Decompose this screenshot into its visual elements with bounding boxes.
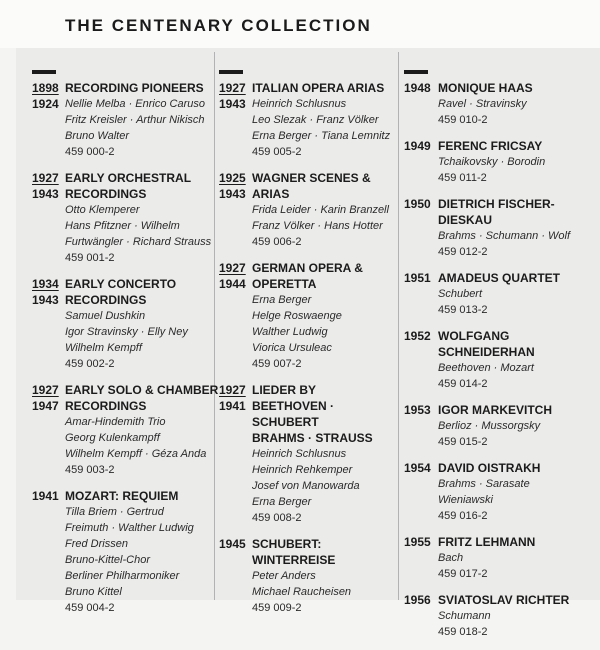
entry-year: 1943 [32,187,59,201]
entry-number: 459 009-2 [252,602,302,614]
entry-artists: Bach [438,552,464,564]
entry-years [219,80,247,112]
entry-years [404,80,432,96]
entry-number: 459 001-2 [65,252,115,264]
catalog-entry [219,382,399,526]
entry-artists: Otto Klemperer Hans Pfitzner · Wilhelm Furtwängler · Richard Strauss [65,204,212,248]
catalog-entry [404,80,598,128]
entry-body [438,80,598,128]
column-marker [404,70,428,74]
entry-year: 1898 [32,81,59,95]
entry-artists: Peter Anders Michael Raucheisen [252,570,352,598]
entry-number: 459 004-2 [65,602,115,614]
entry-artists: Erna Berger Helge Roswaenge Walther Ludwig Viorica Ursuleac [252,294,342,354]
entry-title: MOZART: REQUIEM [65,489,179,503]
entry-years [219,170,247,202]
entry-artists: Heinrich Schlusnus Leo Slezak · Franz Völker Erna Berger · Tiana Lemnitz [252,98,391,142]
catalog-entry [404,592,598,640]
entry-number: 459 012-2 [438,246,488,258]
entry-number: 459 013-2 [438,304,488,316]
catalog-entry [404,138,598,186]
entry-year: 1947 [32,399,59,413]
entry-body [438,402,598,450]
entry-year: 1924 [32,97,59,111]
entry-body [438,138,598,186]
entry-title: LIEDER BY BEETHOVEN · SCHUBERT BRAHMS · STRAUSS [252,383,373,445]
entry-number: 459 016-2 [438,510,488,522]
entry-years [32,170,60,202]
entry-body [438,196,598,260]
entry-body [65,488,222,616]
entry-body [438,270,598,318]
entry-year: 1943 [32,293,59,307]
entry-year: 1943 [219,187,246,201]
entry-title: DAVID OISTRAKH [438,461,541,475]
entry-title: FERENC FRICSAY [438,139,543,153]
catalog-entry [404,196,598,260]
entry-title: AMADEUS QUARTET [438,271,560,285]
entry-years [219,260,247,292]
entry-years [404,138,432,154]
entry-body [438,460,598,524]
entry-title: EARLY CONCERTO RECORDINGS [65,277,177,307]
catalog-entry [32,382,222,478]
catalog-entry [219,80,399,160]
entry-title: WAGNER SCENES & ARIAS [252,171,371,201]
entry-body [438,592,598,640]
entry-number: 459 002-2 [65,358,115,370]
entry-title: DIETRICH FISCHER-DIESKAU [438,197,555,227]
entry-number: 459 006-2 [252,236,302,248]
entry-artists: Brahms · Schumann · Wolf [438,230,571,242]
entry-artists: Ravel · Stravinsky [438,98,527,110]
entry-title: IGOR MARKEVITCH [438,403,552,417]
entry-number: 459 018-2 [438,626,488,638]
entry-artists: Tchaikovsky · Borodin [438,156,546,168]
entry-title: SCHUBERT: WINTERREISE [252,537,336,567]
catalog-column-3 [404,80,598,650]
entry-years [404,196,432,212]
entry-year: 1949 [404,139,431,153]
entry-years [219,382,247,414]
entry-artists: Schumann [438,610,491,622]
catalog-entry [32,488,222,616]
entry-year: 1944 [219,277,246,291]
entry-number: 459 017-2 [438,568,488,580]
entry-number: 459 000-2 [65,146,115,158]
column-marker [219,70,243,74]
entry-year: 1952 [404,329,431,343]
entry-title: MONIQUE HAAS [438,81,533,95]
catalog-entry [404,402,598,450]
entry-years [404,328,432,344]
entry-year: 1925 [219,171,246,185]
catalog-entry [404,460,598,524]
entry-number: 459 008-2 [252,512,302,524]
entry-year: 1951 [404,271,431,285]
entry-artists: Berlioz · Mussorgsky [438,420,541,432]
entry-title: FRITZ LEHMANN [438,535,536,549]
entry-year: 1927 [219,383,246,397]
catalog-column-2 [219,80,399,626]
entry-body [438,534,598,582]
entry-body [252,170,399,250]
entry-body [65,382,222,478]
entry-year: 1950 [404,197,431,211]
entry-year: 1955 [404,535,431,549]
entry-year: 1941 [219,399,246,413]
entry-artists: Beethoven · Mozart [438,362,534,374]
catalog-entry [219,536,399,616]
entry-number: 459 011-2 [438,172,487,184]
entry-year: 1953 [404,403,431,417]
entry-body [438,328,598,392]
catalog-entry [404,270,598,318]
entry-years [404,460,432,476]
catalog-entry [32,170,222,266]
entry-year: 1956 [404,593,431,607]
entry-years [404,534,432,550]
column-marker [32,70,56,74]
entry-number: 459 010-2 [438,114,488,126]
catalog-entry [32,80,222,160]
entry-body [65,80,222,160]
entry-number: 459 005-2 [252,146,302,158]
entry-year: 1927 [219,261,246,275]
entry-year: 1927 [219,81,246,95]
catalog-entry [219,260,399,372]
entry-years [32,382,60,414]
catalog-entry [404,328,598,392]
entry-years [404,270,432,286]
entry-title: RECORDING PIONEERS [65,81,204,95]
entry-year: 1954 [404,461,431,475]
entry-years [219,536,247,552]
entry-title: SVIATOSLAV RICHTER [438,593,570,607]
entry-year: 1927 [32,171,59,185]
entry-number: 459 015-2 [438,436,488,448]
entry-artists: Nellie Melba · Enrico Caruso Fritz Kreisler · Arthur Nikisch Bruno Walter [65,98,205,142]
entry-years [32,80,60,112]
entry-body [65,170,222,266]
entry-title: EARLY ORCHESTRAL RECORDINGS [65,171,192,201]
catalog-entry [32,276,222,372]
entry-artists: Brahms · Sarasate Wieniawski [438,478,530,506]
entry-year: 1943 [219,97,246,111]
entry-number: 459 014-2 [438,378,488,390]
entry-year: 1927 [32,383,59,397]
entry-years [32,276,60,308]
header [0,0,600,48]
entry-artists: Amar-Hindemith Trio Georg Kulenkampff Wilhelm Kempff · Géza Anda [65,416,207,460]
catalog-column-1 [32,80,222,626]
entry-title: EARLY SOLO & CHAMBER RECORDINGS [65,383,219,413]
page-title: THE CENTENARY COLLECTION [65,16,372,35]
entry-artists: Schubert [438,288,483,300]
entry-title: ITALIAN OPERA ARIAS [252,81,385,95]
entry-years [404,592,432,608]
entry-title: WOLFGANG SCHNEIDERHAN [438,329,535,359]
entry-years [32,488,60,504]
entry-year: 1945 [219,537,246,551]
entry-body [65,276,222,372]
entry-title: GERMAN OPERA & OPERETTA [252,261,363,291]
catalog-entry [219,170,399,250]
entry-years [404,402,432,418]
entry-body [252,536,399,616]
entry-body [252,260,399,372]
entry-body [252,382,399,526]
entry-artists: Heinrich Schlusnus Heinrich Rehkemper Josef von Manowarda Erna Berger [252,448,360,508]
entry-number: 459 007-2 [252,358,302,370]
entry-number: 459 003-2 [65,464,115,476]
entry-year: 1934 [32,277,59,291]
entry-year: 1941 [32,489,59,503]
entry-artists: Samuel Dushkin Igor Stravinsky · Elly Ney Wilhelm Kempff [65,310,188,354]
catalog-entry [404,534,598,582]
entry-body [252,80,399,160]
entry-year: 1948 [404,81,431,95]
entry-artists: Frida Leider · Karin Branzell Franz Völker · Hans Hotter [252,204,389,232]
entry-artists: Tilla Briem · Gertrud Freimuth · Walther Ludwig Fred Drissen Bruno-Kittel-Chor Berliner Philharmoniker Bruno Kittel [65,506,194,598]
